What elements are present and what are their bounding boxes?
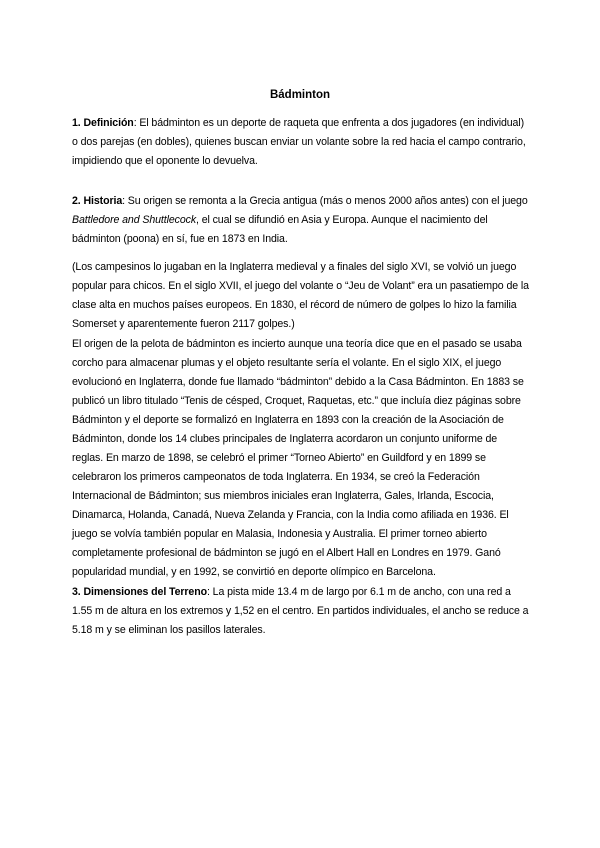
dimensions-heading: 3. Dimensiones del Terreno [72,586,207,598]
history-heading: 2. Historia [72,195,123,207]
definition-heading: 1. Definición [72,117,134,129]
history-text-before: : Su origen se remonta a la Grecia antigua (más o menos 2000 años antes) con el juego [122,195,528,207]
document-title: Bádminton [269,89,331,101]
dimensions-paragraph [72,583,530,640]
history-game-name: Battledore and Shuttlecock [72,214,197,226]
definition-paragraph [72,114,530,171]
peasants-paragraph: (Los campesinos lo jugaban en la Inglaterra medieval y a finales del siglo XVI, se volvió un juego popular para chicos. En el siglo XVII, el juego del volante o “Jeu de Volant” era un pasatiempo de la clase alta en muchos países europeos. En 1830, el récord de número de golpes lo hizo la familia Somerset y aparentemente fueron 2117 golpes.) [72,261,529,330]
history-paragraph [72,192,530,249]
definition-text: : El bádminton es un deporte de raqueta que enfrenta a dos jugadores (en individual) o dos parejas (en dobles), quienes buscan enviar un volante sobre la red hacia el campo contrario, impidiendo que el oponente lo devuelva. [72,117,526,167]
dimensions-text: : La pista mide 13.4 m de largo por 6.1 m de ancho, con una red a 1.55 m de altura en los extremos y 1,52 en el centro. En partidos individuales, el ancho se reduce a 5.18 m y se eliminan los pasillos laterales. [72,586,529,636]
shuttlecock-origin-paragraph: El origen de la pelota de bádminton es incierto aunque una teoría dice que en el pasado se usaba corcho para almacenar plumas y el objeto resultante sería el volante. En el siglo XIX, el juego evolucionó en Inglaterra, donde fue llamado “bádminton” debido a la Casa Bádminton. En 1883 se publicó un libro titulado “Tenis de césped, Croquet, Raquetas, etc.” que incluía diez páginas sobre Bádminton y el deporte se formalizó en Inglaterra en 1893 con la creación de la Asociación de Bádminton, donde los 14 clubes principales de Inglaterra acordaron un conjunto uniforme de reglas. En marzo de 1898, se celebró el primer “Torneo Abierto” en Guildford y en 1899 se celebraron los primeros campeonatos de toda Inglaterra. En 1934, se creó la Federación Internacional de Bádminton; sus miembros iniciales eran Inglaterra, Gales, Irlanda, Escocia, Dinamarca, Holanda, Canadá, Nueva Zelanda y Francia, con la India como afiliada en 1936. El juego se volvía también popular en Malasia, Indonesia y Australia. El primer torneo abierto completamente profesional de bádminton se jugó en el Albert Hall en Londres en 1979. Ganó popularidad mundial, y en 1992, se convirtió en deporte olímpico en Barcelona. [72,338,524,578]
history-text-after: , el cual se difundió en Asia y Europa. Aunque el nacimiento del bádminton (poona) en sí, fue en 1873 en India. [72,214,488,245]
